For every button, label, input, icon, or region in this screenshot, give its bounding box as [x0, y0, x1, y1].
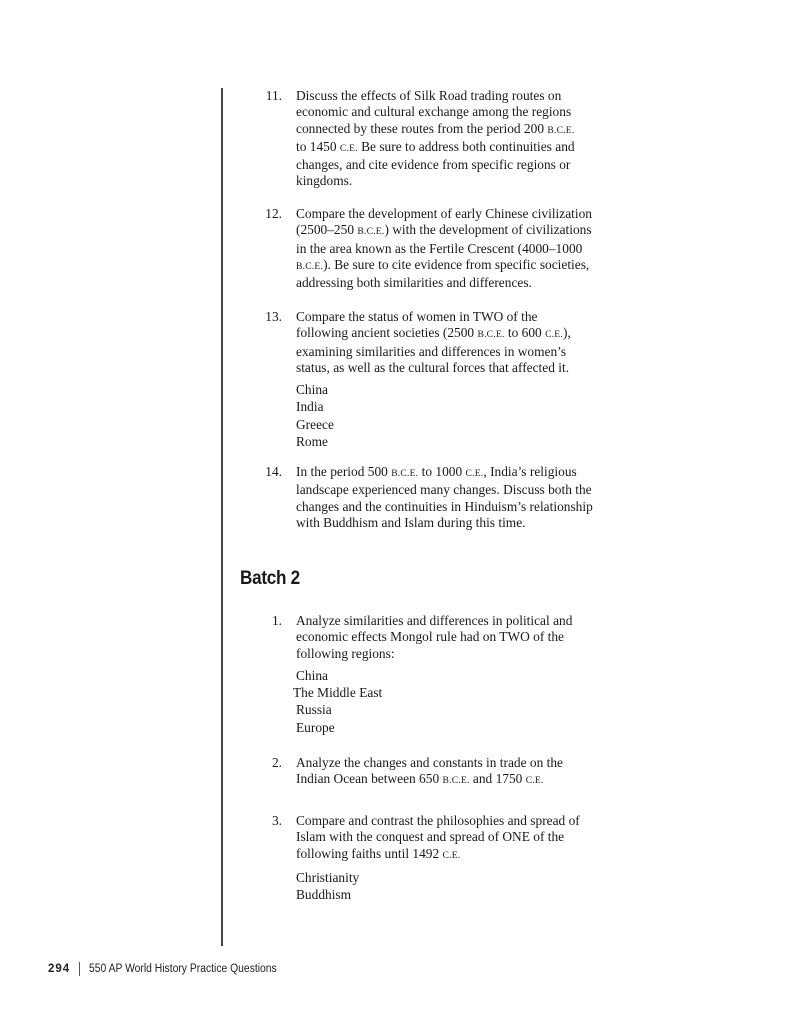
option-item: The Middle East: [293, 685, 383, 701]
question-text: [296, 88, 620, 190]
question-line: with Buddhism and Islam during this time.: [296, 514, 526, 530]
era-abbreviation: B.C.E.: [296, 260, 324, 272]
question-number: 3.: [271, 813, 282, 828]
page-footer: [48, 962, 298, 976]
question-number: 12.: [265, 206, 282, 221]
option-list: [296, 869, 620, 903]
question-text: [296, 309, 620, 450]
question-number: 14.: [265, 464, 282, 479]
option-item: Buddhism: [296, 887, 352, 903]
question-line: Islam with the conquest and spread of ONE of the: [296, 829, 565, 845]
era-abbreviation: C.E.: [339, 142, 358, 154]
question-text: [293, 613, 620, 736]
question-line: examining similarities and differences in women’s: [296, 343, 567, 359]
era-abbreviation: B.C.E.: [477, 329, 505, 341]
question-text: [296, 813, 620, 903]
question-item: [240, 206, 620, 291]
question-line: Discuss the effects of Silk Road trading routes on: [296, 88, 562, 103]
question-item: [240, 613, 620, 736]
option-item: Rome: [296, 433, 328, 449]
question-line: Indian Ocean between 650 B.C.E. and 1750 C.E.: [296, 771, 544, 787]
book-title: 550 AP World History Practice Questions: [89, 963, 277, 975]
question-line: changes and the continuities in Hinduism’s relationship: [296, 498, 593, 514]
era-abbreviation: C.E.: [525, 775, 544, 787]
question-line: following faiths until 1492 C.E.: [296, 845, 461, 861]
era-abbreviation: C.E.: [442, 849, 461, 861]
margin-rule: [221, 88, 223, 946]
question-text: [296, 755, 620, 790]
era-abbreviation: B.C.E.: [391, 468, 419, 479]
question-line: (2500–250 B.C.E.) with the development of civilizations: [296, 222, 592, 238]
question-line: following regions:: [296, 645, 395, 661]
section-heading-batch-2: Batch 2: [240, 568, 300, 589]
era-abbreviation: C.E.: [465, 468, 484, 479]
question-line: Compare the development of early Chinese civilization: [296, 206, 592, 221]
question-line: to 1450 C.E. Be sure to address both continuities and: [296, 138, 575, 154]
question-number: 13.: [265, 309, 282, 324]
question-line: kingdoms.: [296, 173, 353, 189]
option-item: Europe: [296, 719, 335, 735]
option-item: India: [296, 399, 324, 415]
question-line: economic effects Mongol rule had on TWO of the: [296, 629, 564, 645]
question-item: [240, 813, 620, 903]
question-line: Analyze the changes and constants in trade on the: [296, 755, 563, 770]
question-number: 2.: [271, 755, 282, 770]
question-line: B.C.E.). Be sure to cite evidence from specific societies,: [296, 256, 590, 272]
question-line: economic and cultural exchange among the regions: [296, 104, 572, 120]
question-line: connected by these routes from the period 200 B.C.E.: [296, 120, 575, 136]
option-list: [296, 381, 620, 450]
question-line: addressing both similarities and differences.: [296, 275, 532, 291]
question-line: In the period 500 B.C.E. to 1000 C.E., India’s religious: [296, 464, 577, 479]
question-item: [240, 88, 620, 190]
question-text: [296, 206, 620, 291]
era-abbreviation: B.C.E.: [357, 226, 385, 238]
question-line: Compare the status of women in TWO of the: [296, 309, 538, 324]
question-number: 1.: [271, 613, 282, 628]
era-abbreviation: C.E.: [545, 329, 563, 341]
question-line: in the area known as the Fertile Crescent (4000–1000: [296, 240, 583, 256]
footer-divider: [79, 962, 80, 976]
option-item: Christianity: [296, 869, 360, 885]
question-item: [240, 464, 620, 531]
question-number: 11.: [265, 88, 282, 103]
option-item: Greece: [296, 416, 334, 432]
question-item: [240, 755, 620, 790]
question-line: following ancient societies (2500 B.C.E. to 600 C.E.),: [296, 325, 571, 341]
option-list: [293, 667, 620, 736]
option-item: China: [296, 382, 328, 398]
question-line: landscape experienced many changes. Discuss both the: [296, 482, 592, 498]
question-item: [240, 309, 620, 450]
era-abbreviation: B.C.E.: [547, 124, 575, 136]
option-item: China: [296, 667, 328, 683]
option-item: Russia: [296, 702, 332, 718]
question-text: [296, 464, 620, 531]
question-line: Analyze similarities and differences in political and: [296, 613, 573, 628]
era-abbreviation: B.C.E.: [442, 775, 470, 787]
question-line: status, as well as the cultural forces that affected it.: [296, 359, 570, 375]
question-line: Compare and contrast the philosophies and spread of: [296, 813, 580, 828]
question-line: changes, and cite evidence from specific regions or: [296, 157, 571, 173]
page-number: 294: [48, 963, 71, 975]
